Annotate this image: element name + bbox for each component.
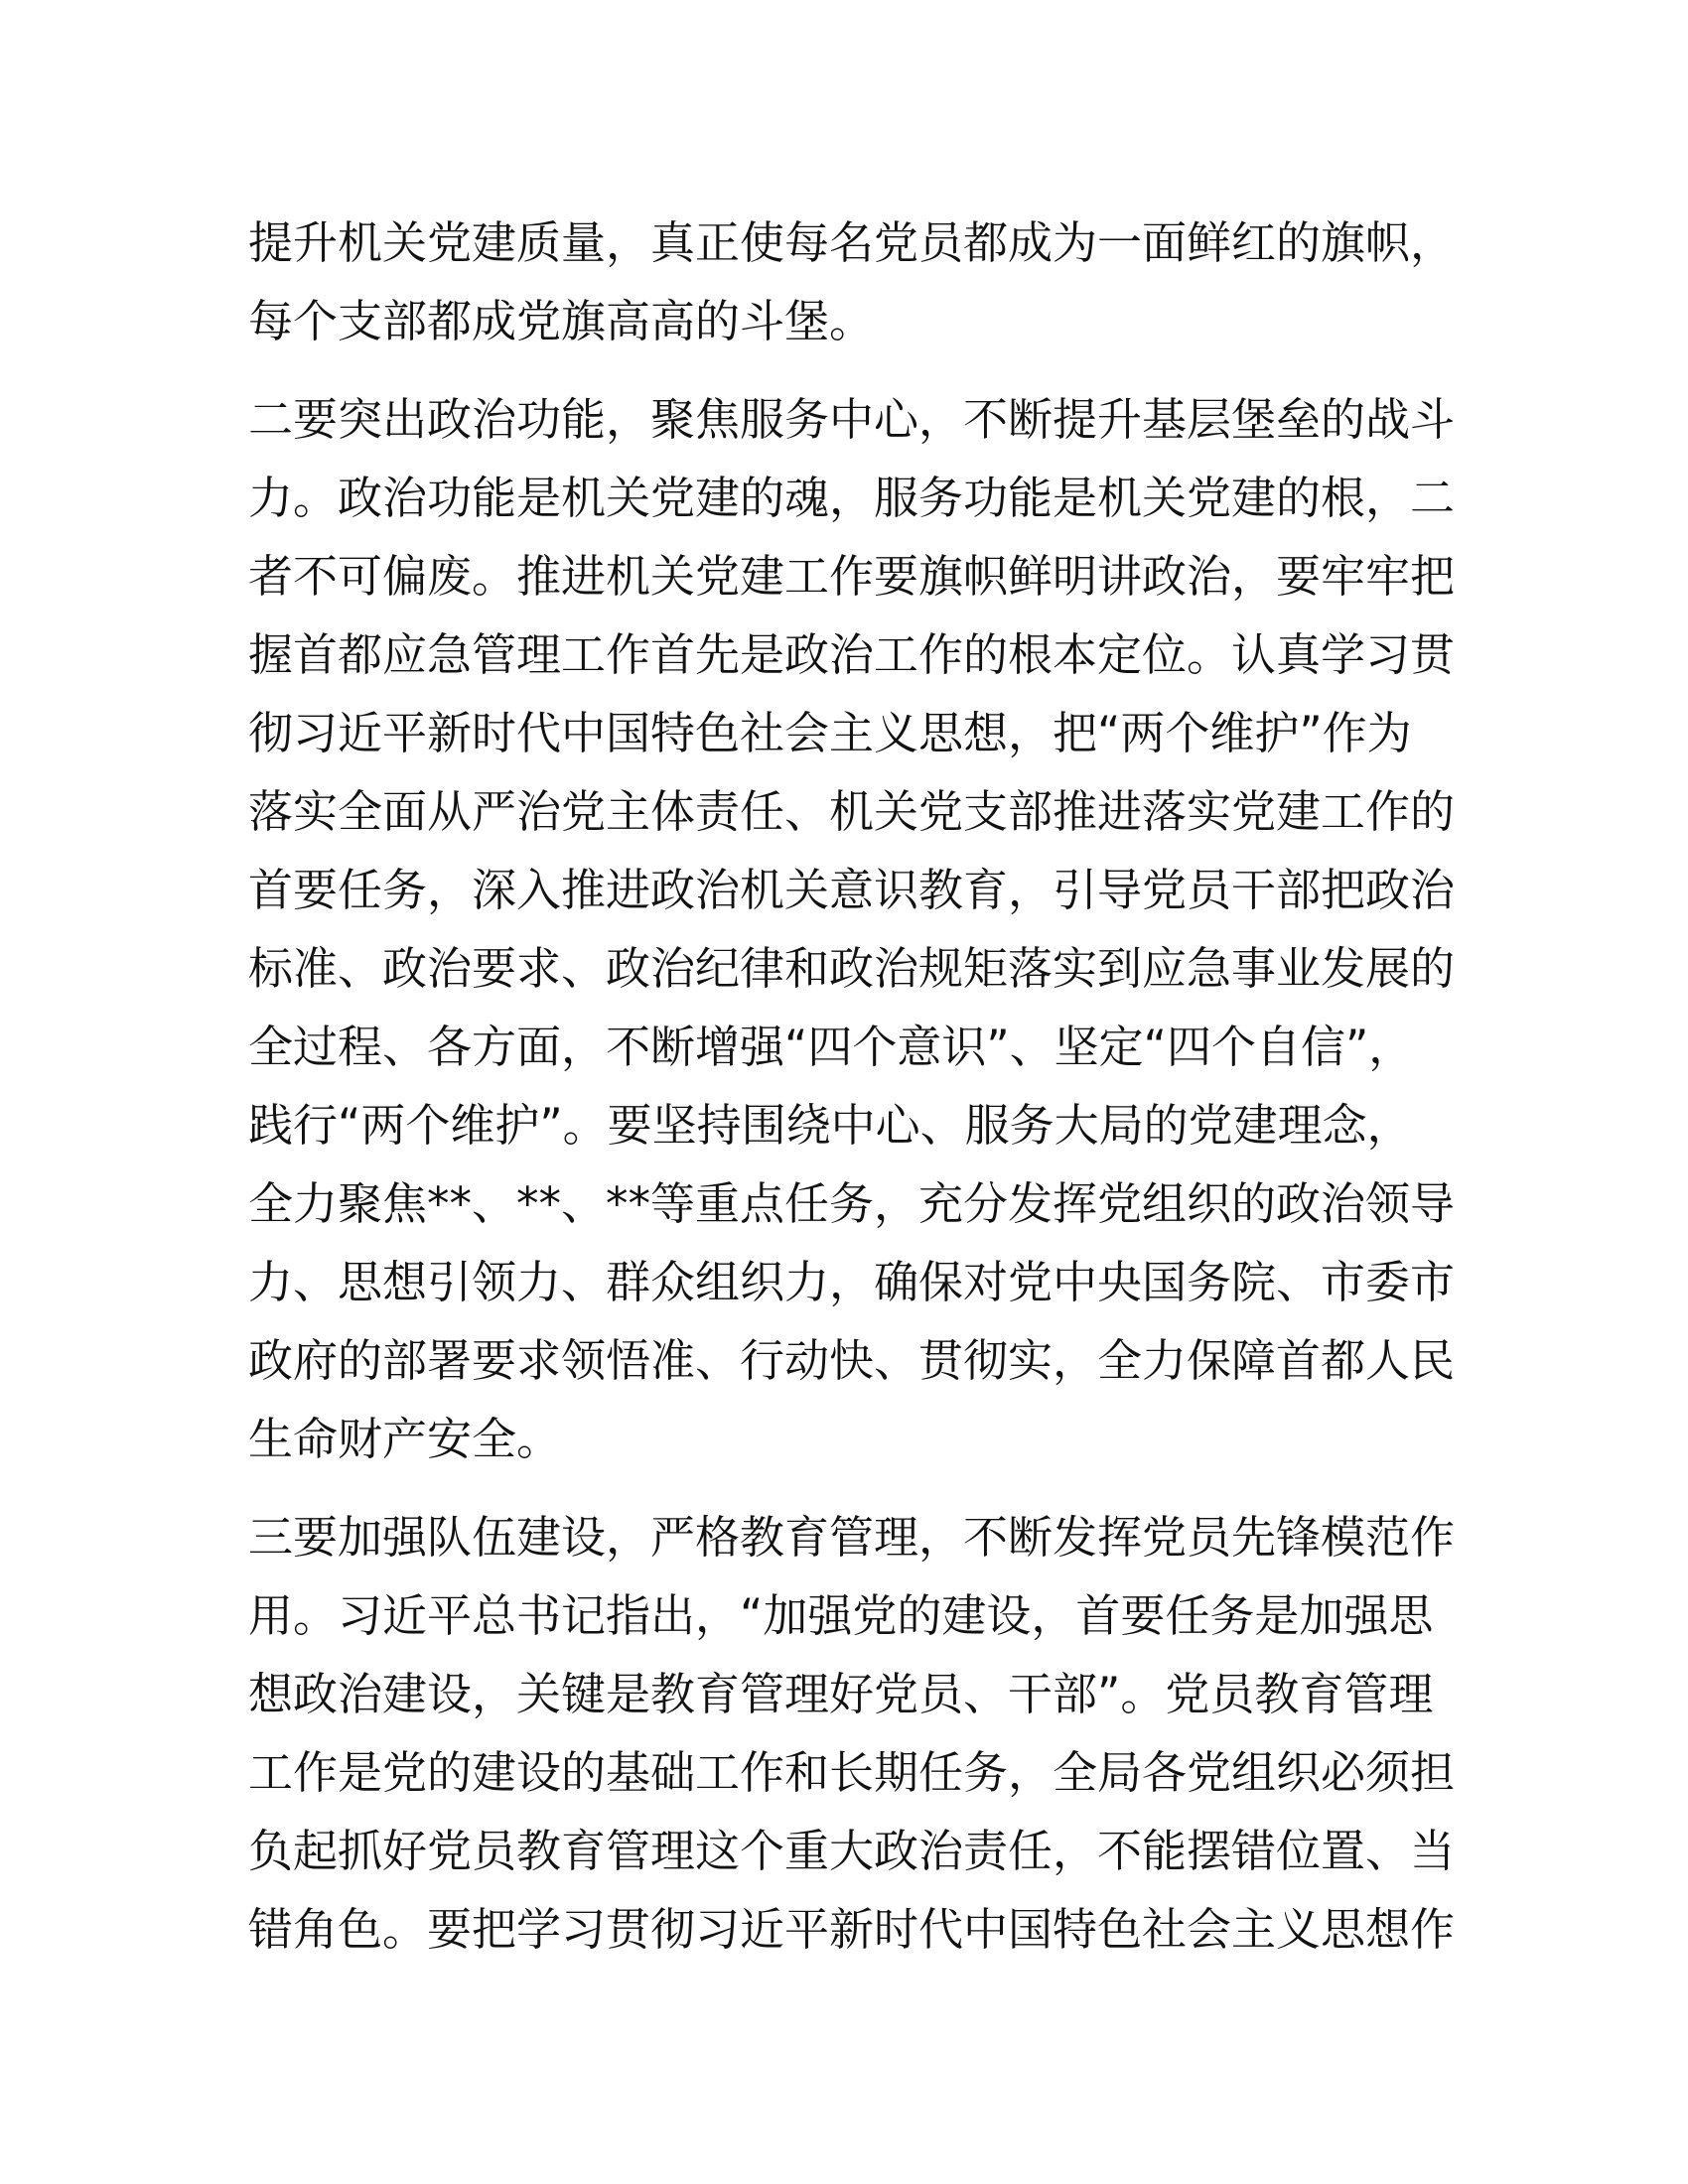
paragraph-3 (248, 1498, 1456, 1969)
text-line: 握首都应急管理工作首先是政治工作的根本定位。认真学习贯 (248, 628, 1456, 681)
text-line: 全力聚焦**、**、**等重点任务，充分发挥党组织的政治领导 (248, 1177, 1456, 1230)
text-line: 彻习近平新时代中国特色社会主义思想，把“两个维护”作为 (248, 707, 1412, 759)
paragraph-1 (248, 204, 1456, 360)
text-line: 负起抓好党员教育管理这个重大政治责任，不能摆错位置、当 (248, 1825, 1456, 1877)
text-line: 政府的部署要求领悟准、行动快、贯彻实，全力保障首都人民 (248, 1334, 1456, 1387)
text-line: 者不可偏废。推进机关党建工作要旗帜鲜明讲政治，要牢牢把 (248, 550, 1456, 603)
text-line: 三要加强队伍建设，严格教育管理，不断发挥党员先锋模范作 (248, 1511, 1456, 1564)
text-line: 力。政治功能是机关党建的魂，服务功能是机关党建的根，二 (248, 472, 1456, 524)
text-line: 全过程、各方面，不断增强“四个意识”、坚定“四个自信”， (248, 1021, 1414, 1073)
text-line: 标准、政治要求、政治纪律和政治规矩落实到应急事业发展的 (248, 942, 1456, 995)
text-line: 提升机关党建质量，真正使每名党员都成为一面鲜红的旗帜， (248, 216, 1456, 269)
text-line: 工作是党的建设的基础工作和长期任务，全局各党组织必须担 (248, 1746, 1456, 1799)
paragraph-2 (248, 380, 1456, 1478)
text-line: 每个支部都成党旗高高的斗堡。 (248, 295, 875, 347)
text-line: 力、思想引领力、群众组织力，确保对党中央国务院、市委市 (248, 1256, 1456, 1308)
text-line: 首要任务，深入推进政治机关意识教育，引导党员干部把政治 (248, 864, 1456, 916)
text-line: 错角色。要把学习贯彻习近平新时代中国特色社会主义思想作 (248, 1903, 1456, 1956)
text-line: 落实全面从严治党主体责任、机关党支部推进落实党建工作的 (248, 785, 1456, 838)
text-line: 践行“两个维护”。要坚持围绕中心、服务大局的党建理念， (248, 1099, 1412, 1152)
document-body (248, 204, 1456, 1988)
text-line: 用。习近平总书记指出，“加强党的建设，首要任务是加强思 (248, 1589, 1434, 1642)
text-line: 二要突出政治功能，聚焦服务中心，不断提升基层堡垒的战斗 (248, 393, 1456, 446)
text-line: 想政治建设，关键是教育管理好党员、干部”。党员教育管理 (248, 1668, 1434, 1720)
text-line: 生命财产安全。 (248, 1413, 562, 1465)
